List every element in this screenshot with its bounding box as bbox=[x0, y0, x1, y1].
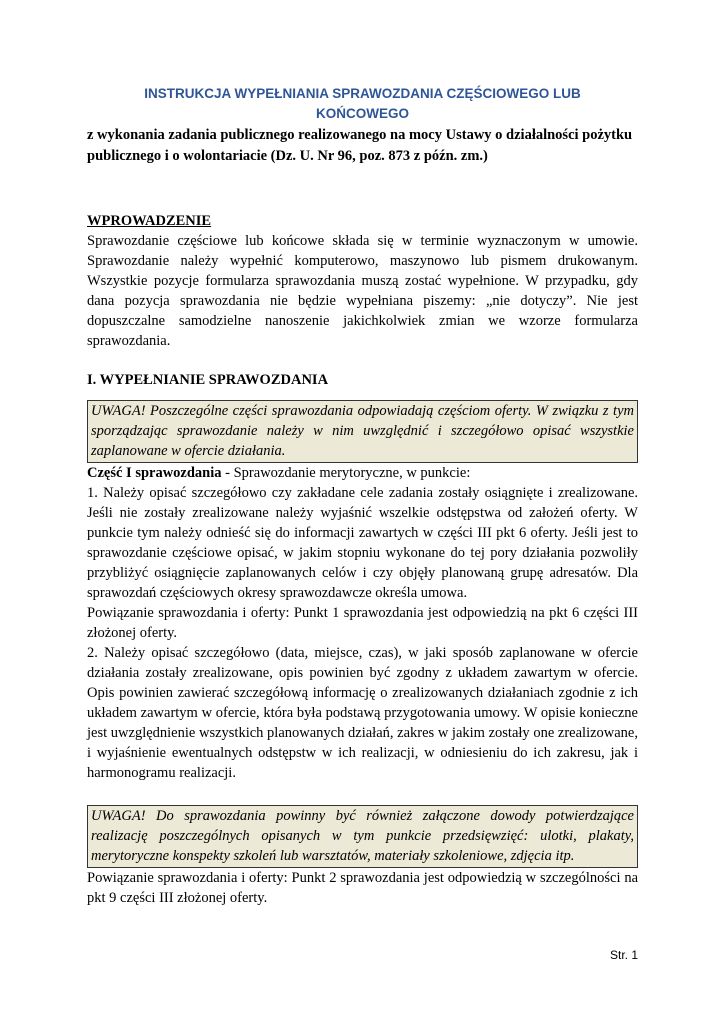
part-1-label: Część I sprawozdania bbox=[87, 465, 222, 481]
link-1-paragraph: Powiązanie sprawozdania i oferty: Punkt 1 sprawozdania jest odpowiedzią na pkt 6 części III złożonej oferty. bbox=[87, 605, 638, 641]
document-page bbox=[87, 84, 638, 908]
title-line-2: KOŃCOWEGO bbox=[316, 106, 409, 121]
link-2-paragraph: Powiązanie sprawozdania i oferty: Punkt 2 sprawozdania jest odpowiedzią w szczególności na pkt 9 części III złożonej oferty. bbox=[87, 870, 638, 906]
title-line-1: INSTRUKCJA WYPEŁNIANIA SPRAWOZDANIA CZĘŚCIOWEGO LUB bbox=[144, 86, 581, 101]
point-1-paragraph: 1. Należy opisać szczegółowo czy zakładane cele zadania zostały osiągnięte i zrealizowane. Jeśli nie zostały zrealizowane należy wyjaśnić wszelkie odstępstwa od założeń oferty. W punkcie tym należy odnieść się do informacji zawartych w części III pkt 6 oferty. Jeśli jest to sprawozdanie częściowe opisać, w jakim stopniu wykonane do tej pory działania pozwoliły przybliżyć osiągnięcie zaplanowanych celów i czy objęły planowaną grupę adresatów. Dla sprawozdań częściowych okresy sprawozdawcze określa umowa. bbox=[87, 485, 638, 601]
notice-box-1: UWAGA! Poszczególne części sprawozdania odpowiadają częściom oferty. W związku z tym sporządzając sprawozdanie należy w nim uwzględnić i szczegółowo opisać wszystkie zaplanowane w ofercie działania. bbox=[87, 400, 638, 463]
document-subtitle: z wykonania zadania publicznego realizowanego na mocy Ustawy o działalności pożytku publicznego i o wolontariacie (Dz. U. Nr 96, poz. 873 z późn. zm.) bbox=[87, 127, 633, 164]
section-1-heading: I. WYPEŁNIANIE SPRAWOZDANIA bbox=[87, 372, 329, 388]
notice-box-2: UWAGA! Do sprawozdania powinny być również załączone dowody potwierdzające realizację poszczególnych opisanych w tym punkcie przedsięwzięć: ulotki, plakaty, merytoryczne konspekty szkoleń lub warsztatów, materiały szkoleniowe, zdjęcia itp. bbox=[87, 805, 638, 868]
document-title bbox=[87, 84, 638, 124]
part-1-text: - Sprawozdanie merytoryczne, w punkcie: bbox=[221, 465, 471, 481]
intro-paragraph: Sprawozdanie częściowe lub końcowe składa się w terminie wyznaczonym w umowie. Sprawozdanie należy wypełnić komputerowo, maszynowo lub pismem drukowanym. Wszystkie pozycje formularza sprawozdania muszą zostać wypełnione. W przypadku, gdy dana pozycja sprawozdania nie będzie wypełniana piszemy: „nie dotyczy”. Nie jest dopuszczalne samodzielne nanoszenie jakichkolwiek zmian we wzorze formularza sprawozdania. bbox=[87, 233, 638, 349]
page-number: Str. 1 bbox=[609, 948, 638, 962]
intro-heading: WPROWADZENIE bbox=[87, 213, 212, 229]
part-1-intro bbox=[87, 463, 638, 483]
point-2-paragraph: 2. Należy opisać szczegółowo (data, miejsce, czas), w jaki sposób zaplanowane w ofercie działania zostały zrealizowane, opis powinien być zgodny z układem zawartym w ofercie. Opis powinien zawierać szczegółową informację o zrealizowanych działaniach zgodnie z ich układem zawartym w ofercie, która była podstawą przygotowania umowy. W opisie konieczne jest uwzględnienie wszystkich planowanych działań, zakres w jakim zostały one zrealizowane, i wyjaśnienie ewentualnych odstępstw w ich realizacji, w odniesieniu do ich zakresu, jak i harmonogramu realizacji. bbox=[87, 645, 638, 781]
